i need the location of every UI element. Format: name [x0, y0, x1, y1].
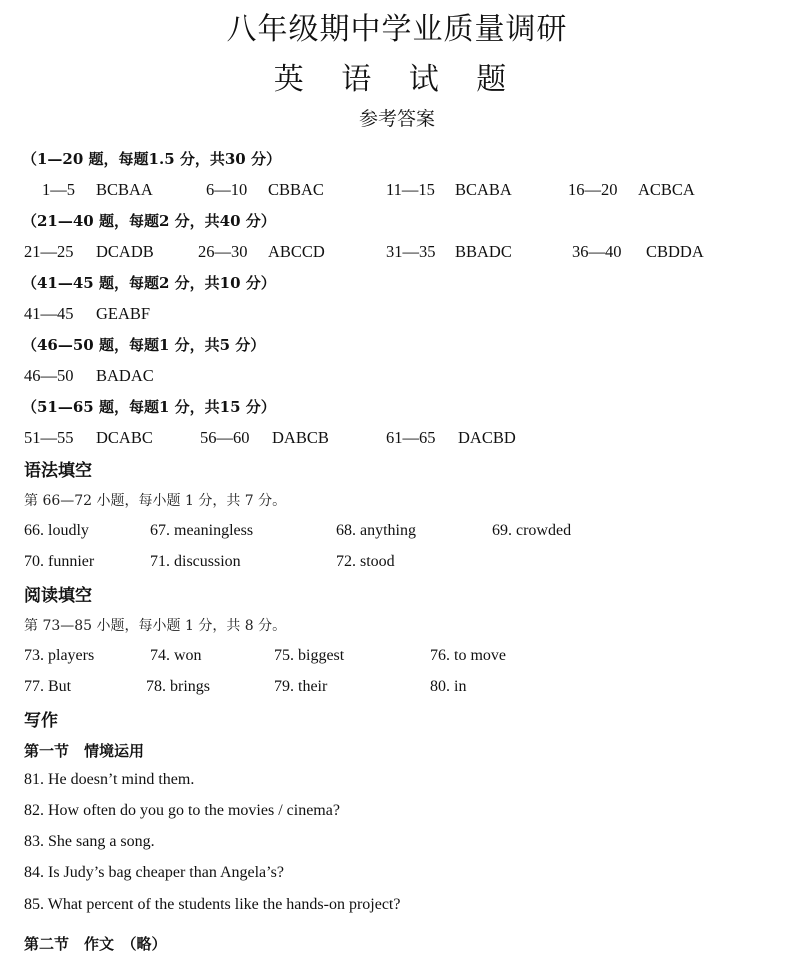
writing-sentence: 83. She sang a song.	[24, 833, 155, 850]
grammar-answer: 70. funnier	[24, 553, 95, 570]
section-heading-51-65: （51—65 题，每题1 分，共15 分）	[22, 398, 276, 416]
reading-answer: 75. biggest	[274, 647, 345, 664]
answer-letters: GEABF	[96, 304, 151, 323]
grammar-answer: 71. discussion	[150, 553, 241, 570]
answer-range: 51—55	[24, 428, 74, 447]
reading-note: 第 73—85 小题，每小题 1 分，共 8 分。	[24, 618, 287, 634]
grammar-heading: 语法填空	[24, 461, 92, 481]
answer-letters: BADAC	[96, 366, 154, 385]
writing-heading: 写作	[24, 711, 58, 731]
grammar-answer: 69. crowded	[492, 522, 572, 539]
answer-range: 6—10	[206, 180, 248, 199]
answer-letters: ACBCA	[638, 180, 695, 199]
reading-heading: 阅读填空	[24, 586, 92, 606]
answer-range: 1—5	[42, 180, 75, 199]
answer-range: 56—60	[200, 428, 250, 447]
grammar-answer: 66. loudly	[24, 522, 89, 539]
reading-answer: 76. to move	[430, 647, 506, 664]
answer-range: 11—15	[386, 180, 435, 199]
answer-letters: DCADB	[96, 242, 154, 261]
writing-sentence: 85. What percent of the students like the hands-on project?	[24, 896, 401, 913]
answer-range: 21—25	[24, 242, 74, 261]
writing-part2-heading: 第二节 作文 （略）	[24, 935, 167, 953]
section-heading-46-50: （46—50 题，每题1 分，共5 分）	[22, 336, 266, 354]
answer-letters: BCBAA	[96, 180, 153, 199]
answer-key-label: 参考答案	[358, 108, 435, 130]
answer-letters: CBDDA	[646, 242, 704, 261]
answer-letters: DCABC	[96, 428, 153, 447]
answer-letters: CBBAC	[268, 180, 324, 199]
reading-answer: 80. in	[430, 678, 467, 695]
grammar-answer: 67. meaningless	[150, 522, 254, 539]
answer-range: 61—65	[386, 428, 436, 447]
writing-part1-heading: 第一节 情境运用	[24, 742, 145, 760]
reading-answer: 79. their	[274, 678, 328, 695]
answer-range: 41—45	[24, 304, 74, 323]
page-title: 八年级期中学业质量调研	[226, 12, 568, 47]
writing-sentence: 82. How often do you go to the movies / cinema?	[24, 802, 340, 819]
answer-range: 31—35	[386, 242, 436, 261]
section-heading-1-20: （1—20 题，每题1.5 分，共30 分）	[22, 150, 281, 168]
answer-range: 46—50	[24, 366, 74, 385]
answer-letters: DACBD	[458, 428, 516, 447]
answer-range: 26—30	[198, 242, 248, 261]
answer-range: 36—40	[572, 242, 622, 261]
writing-sentence: 84. Is Judy’s bag cheaper than Angela’s?	[24, 864, 284, 881]
reading-answer: 77. But	[24, 678, 72, 695]
answer-range: 16—20	[568, 180, 618, 199]
reading-answer: 78. brings	[146, 678, 210, 695]
answer-letters: ABCCD	[268, 242, 325, 261]
grammar-answer: 68. anything	[336, 522, 416, 539]
exam-subject-title: 英 语 试 题	[273, 62, 521, 97]
answer-letters: DABCB	[272, 428, 329, 447]
answer-letters: BBADC	[455, 242, 512, 261]
writing-sentence: 81. He doesn’t mind them.	[24, 771, 195, 788]
answer-letters: BCABA	[455, 180, 512, 199]
reading-answer: 74. won	[150, 647, 202, 664]
grammar-answer: 72. stood	[336, 553, 395, 570]
section-heading-41-45: （41—45 题，每题2 分，共10 分）	[22, 274, 276, 292]
section-heading-21-40: （21—40 题，每题2 分，共40 分）	[22, 212, 276, 230]
grammar-note: 第 66—72 小题，每小题 1 分，共 7 分。	[24, 493, 287, 509]
reading-answer: 73. players	[24, 647, 95, 664]
